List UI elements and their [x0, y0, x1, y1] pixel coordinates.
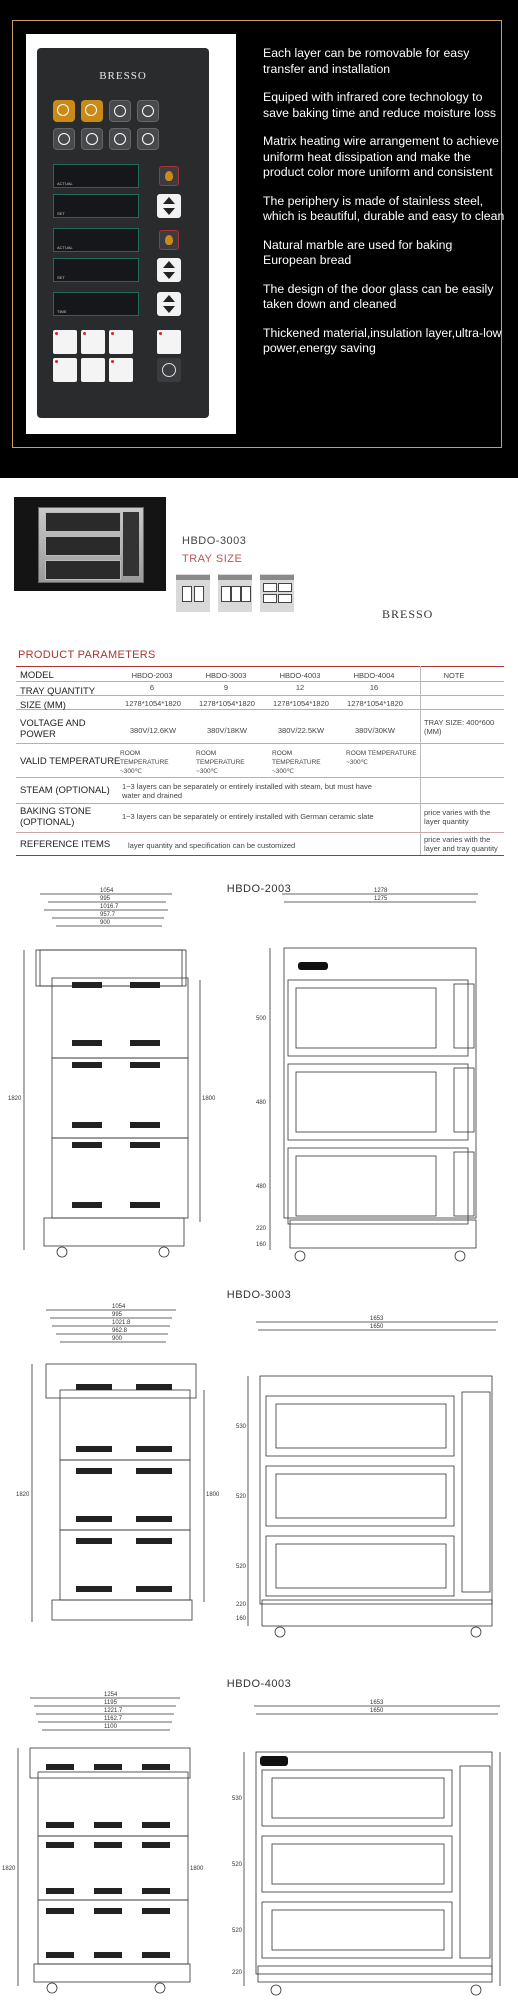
note-header: NOTE	[443, 671, 465, 680]
feature-item: The design of the door glass can be easily taken down and cleaned	[263, 281, 494, 311]
dim-label: 530	[236, 1424, 247, 1430]
dim-label: 220	[236, 1602, 247, 1608]
model-cell: HBDO-4003	[279, 671, 321, 680]
dim-label: 1195	[104, 1700, 117, 1706]
voltage-cell: 380V/22.5KW	[277, 726, 325, 735]
deck-button-icon	[53, 330, 77, 354]
dim-label: 900	[112, 1336, 123, 1342]
panel-brand-logo: BRESSO	[99, 70, 147, 82]
size-cell: 1278*1054*1820	[347, 699, 403, 708]
dim-label: 530	[232, 1796, 243, 1802]
row-label-model: MODEL	[20, 670, 54, 681]
vent-knob-icon	[137, 128, 159, 150]
dim-label: 1278	[374, 888, 388, 894]
dim-label: 1820	[8, 1096, 22, 1102]
row-label-temp: VALID TEMPERATURE	[20, 756, 121, 767]
stone-cell: 1~3 layers can be separately or entirely installed with German ceramic slate	[122, 812, 374, 821]
product-photo	[14, 497, 166, 591]
dim-label: 1054	[100, 888, 114, 894]
dim-label: 1650	[370, 1324, 384, 1330]
dim-label: 160	[256, 1242, 267, 1248]
deck-button-icon	[109, 358, 133, 382]
dim-label: 500	[256, 1016, 267, 1022]
temp-cell: ROOM TEMPERATURE ~300℃	[120, 750, 169, 775]
dim-label: 1800	[190, 1866, 204, 1872]
dim-label: 1800	[206, 1492, 220, 1498]
dim-label: 1016.7	[100, 904, 119, 910]
deck-button-icon	[81, 358, 105, 382]
feature-item: Equiped with infrared core technology to save baking time and reduce moisture loss	[263, 90, 497, 120]
dim-label: 1800	[202, 1096, 216, 1102]
dim-label: 962.8	[112, 1328, 128, 1334]
row-label-stone: BAKING STONE (OPTIONAL)	[20, 806, 92, 828]
tray-size-title: TRAY SIZE	[182, 553, 243, 565]
dim-label: 220	[256, 1226, 267, 1232]
heat-knob-icon	[109, 128, 131, 150]
dim-label: 1275	[374, 896, 388, 902]
row-label-size: SIZE (MM)	[20, 700, 66, 711]
model-cell: HBDO-4004	[353, 671, 395, 680]
dim-label: 1162.7	[104, 1716, 122, 1722]
model-cell: HBDO-3003	[205, 671, 247, 680]
dim-label: 520	[232, 1862, 243, 1868]
upper-heat-button-icon	[159, 166, 179, 186]
dim-label: 995	[100, 896, 111, 902]
up-down-arrows-icon	[157, 194, 181, 218]
deck-button-icon	[81, 330, 105, 354]
size-cell: 1278*1054*1820	[273, 699, 329, 708]
tray-cell: 12	[295, 683, 305, 692]
row-label-voltage: VOLTAGE AND POWER	[20, 718, 86, 740]
stone-note: price varies with the layer quantity	[424, 808, 491, 826]
row-label-tray: TRAY QUANTITY	[20, 686, 96, 697]
feature-item: The periphery is made of stainless steel, which is beautiful, durable and easy to clean	[263, 193, 505, 223]
steam-cell: 1~3 layers can be separately or entirely installed with steam, but must have water and drained	[122, 782, 372, 800]
feature-banner	[0, 0, 518, 478]
drawing-hbdo-2003	[0, 860, 518, 1280]
light-knob-icon	[81, 100, 103, 122]
brand-logo: BRESSO	[382, 607, 434, 621]
size-cell: 1278*1054*1820	[199, 699, 255, 708]
tray-cell: 9	[223, 683, 229, 692]
timer-knob-icon	[109, 100, 131, 122]
dim-label: 520	[232, 1928, 243, 1934]
steam-knob-icon	[137, 100, 159, 122]
up-down-arrows-icon-2	[157, 258, 181, 282]
power-button-icon	[157, 358, 181, 382]
power-knob-icon	[53, 100, 75, 122]
dim-label: 520	[236, 1564, 247, 1570]
row-label-ref: REFERENCE ITEMS	[20, 839, 111, 850]
up-down-arrows-icon-3	[157, 292, 181, 316]
row-label-steam: STEAM (OPTIONAL)	[20, 785, 110, 796]
deck-button-icon	[109, 330, 133, 354]
dim-label: 1221.7	[104, 1708, 123, 1714]
deck-button-icon	[157, 330, 181, 354]
feature-item: Matrix heating wire arrangement to achieve uniform heat dissipation and make the product color more uniform and consistent	[263, 134, 499, 179]
dim-label: 1653	[370, 1700, 384, 1706]
drawing-title-1: HBDO-2003	[226, 883, 292, 895]
tray-cell: 6	[149, 683, 155, 692]
time-display: TIME	[53, 292, 139, 316]
dim-label: 480	[256, 1100, 267, 1106]
temp-cell: ROOM TEMPERATURE ~300℃	[196, 750, 245, 775]
set-temp-display: SET	[53, 194, 139, 218]
ref-cell: layer quantity and specification can be customized	[128, 841, 296, 850]
feature-item: Natural marble are used for baking European bread	[263, 237, 453, 267]
voltage-cell: 380V/18KW	[206, 726, 248, 735]
temp-cell: ROOM TEMPERATURE ~300℃	[272, 750, 321, 775]
feature-list	[263, 46, 508, 370]
params-title: PRODUCT PARAMETERS	[18, 649, 156, 661]
dim-label: 520	[236, 1494, 247, 1500]
tray-layout-image	[176, 574, 210, 612]
dim-label: 160	[236, 1616, 247, 1622]
dim-label: 1653	[370, 1316, 384, 1322]
dim-label: 1254	[104, 1692, 118, 1698]
size-cell: 1278*1054*1820	[125, 699, 181, 708]
lower-heat-button-icon	[159, 230, 179, 250]
product-model-title: HBDO-3003	[182, 535, 247, 547]
model-cell: HBDO-2003	[131, 671, 173, 680]
oven-image	[38, 507, 144, 583]
dim-label: 1021.8	[112, 1320, 131, 1326]
tray-size-note: TRAY SIZE: 400*600 (MM)	[424, 718, 495, 736]
temp-cell: ROOM TEMPERATURE ~300℃	[346, 750, 417, 766]
dim-label: 220	[232, 1970, 243, 1976]
dim-label: 900	[100, 920, 111, 926]
dim-label: 995	[112, 1312, 123, 1318]
set-temp-display-2: SET	[53, 258, 139, 282]
tray-cell: 16	[369, 683, 379, 692]
deck-button-icon	[53, 358, 77, 382]
actual-temp-display: ACTUAL	[53, 164, 139, 188]
voltage-cell: 380V/30KW	[354, 726, 396, 735]
dim-label: 1100	[104, 1724, 117, 1730]
drawing-title-2: HBDO-3003	[226, 1289, 292, 1301]
control-panel-image	[37, 48, 209, 418]
dim-label: 1820	[2, 1866, 16, 1872]
voltage-cell: 380V/12.6KW	[129, 726, 177, 735]
feature-item: Thickened material,insulation layer,ultra-low power,energy saving	[263, 325, 502, 355]
ref-note: price varies with the layer and tray quantity	[424, 835, 498, 853]
clock-knob-icon	[81, 128, 103, 150]
drawing-hbdo-4003	[0, 1690, 518, 2000]
dim-label: 480	[256, 1184, 267, 1190]
dim-label: 1650	[370, 1708, 384, 1714]
fan-knob-icon	[53, 128, 75, 150]
actual-temp-display-2: ACTUAL	[53, 228, 139, 252]
tray-layout-image	[218, 574, 252, 612]
drawing-hbdo-3003	[0, 1300, 518, 1640]
dim-label: 1820	[16, 1492, 30, 1498]
dim-label: 957.7	[100, 912, 116, 918]
drawing-title-3: HBDO-4003	[226, 1678, 292, 1690]
feature-item: Each layer can be romovable for easy transfer and installation	[263, 46, 470, 76]
dim-label: 1054	[112, 1304, 126, 1310]
tray-layout-image	[260, 574, 294, 612]
